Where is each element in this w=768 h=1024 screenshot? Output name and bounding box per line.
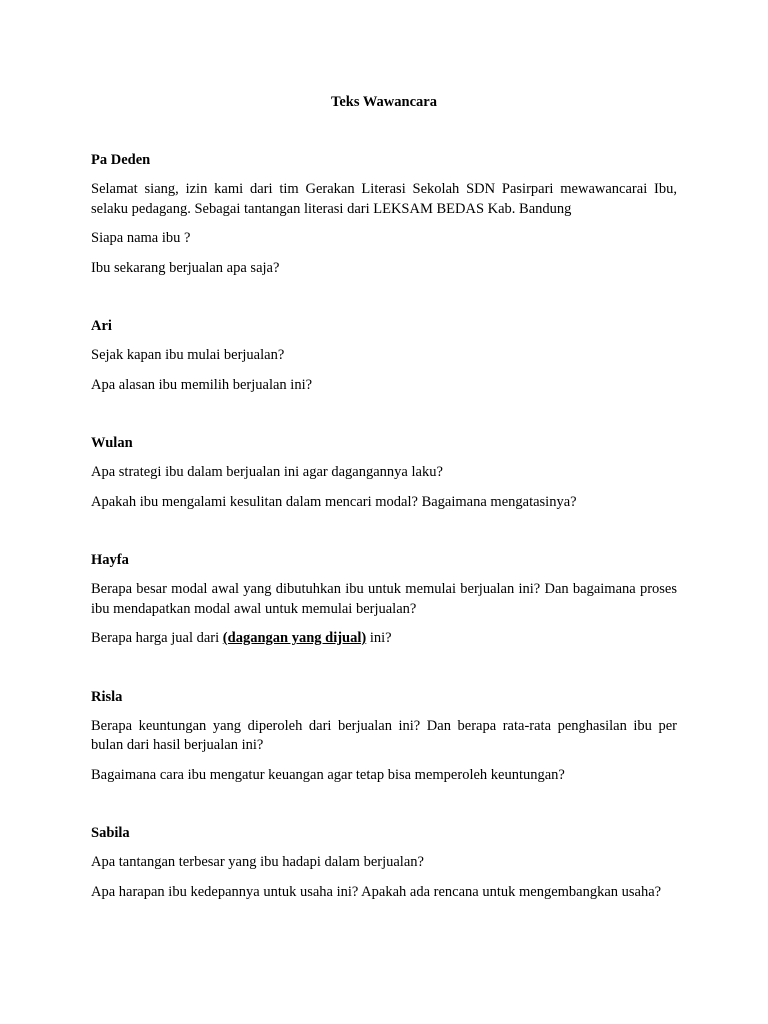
section-hayfa: [91, 551, 677, 649]
price-question-emphasis: (dagangan yang dijual): [222, 630, 367, 646]
speaker-name: Pa Deden: [91, 152, 151, 168]
question-text: Apa strategi ibu dalam berjualan ini agar dagangannya laku?: [91, 464, 443, 480]
speaker-name: Sabila: [91, 825, 130, 841]
question-text: Selamat siang, izin kami dari tim Gerakan Literasi Sekolah SDN Pasirpari mewawancarai Ibu, selaku pedagang. Sebagai tantangan literasi dari LEKSAM BEDAS Kab. Bandung: [91, 181, 677, 217]
price-question: [91, 629, 677, 649]
speaker-name: Risla: [91, 688, 123, 705]
section-risla: [91, 688, 677, 786]
price-question-after: ini?: [366, 630, 392, 646]
question-text: Berapa besar modal awal yang dibutuhkan ibu untuk memulai berjualan ini? Dan bagaimana proses ibu mendapatkan modal awal untuk memulai berjualan?: [91, 581, 677, 617]
question-text: Apa harapan ibu kedepannya untuk usaha ini? Apakah ada rencana untuk mengembangkan usaha?: [91, 883, 662, 900]
section-sabila: [91, 824, 677, 902]
price-question-before: Berapa harga jual dari: [91, 630, 223, 646]
question-text: Apakah ibu mengalami kesulitan dalam mencari modal? Bagaimana mengatasinya?: [91, 493, 577, 510]
speaker-name: Ari: [91, 318, 112, 334]
question-text: Apa alasan ibu memilih berjualan ini?: [91, 376, 313, 393]
speaker-name: Wulan: [91, 435, 133, 451]
section-ari: [91, 317, 677, 395]
question-text: Ibu sekarang berjualan apa saja?: [91, 259, 280, 276]
question-text: Siapa nama ibu ?: [91, 230, 191, 246]
question-text: Sejak kapan ibu mulai berjualan?: [91, 347, 285, 363]
section-pa-deden: [91, 151, 677, 278]
question-text: Berapa keuntungan yang diperoleh dari berjualan ini? Dan berapa rata-rata penghasilan ibu per bulan dari hasil berjualan ini?: [91, 717, 677, 753]
question-text: Apa tantangan terbesar yang ibu hadapi dalam berjualan?: [91, 854, 424, 870]
document-title: Teks Wawancara: [331, 94, 437, 110]
question-text: Bagaimana cara ibu mengatur keuangan agar tetap bisa memperoleh keuntungan?: [91, 766, 565, 783]
section-wulan: [91, 434, 677, 512]
speaker-name: Hayfa: [91, 552, 129, 568]
